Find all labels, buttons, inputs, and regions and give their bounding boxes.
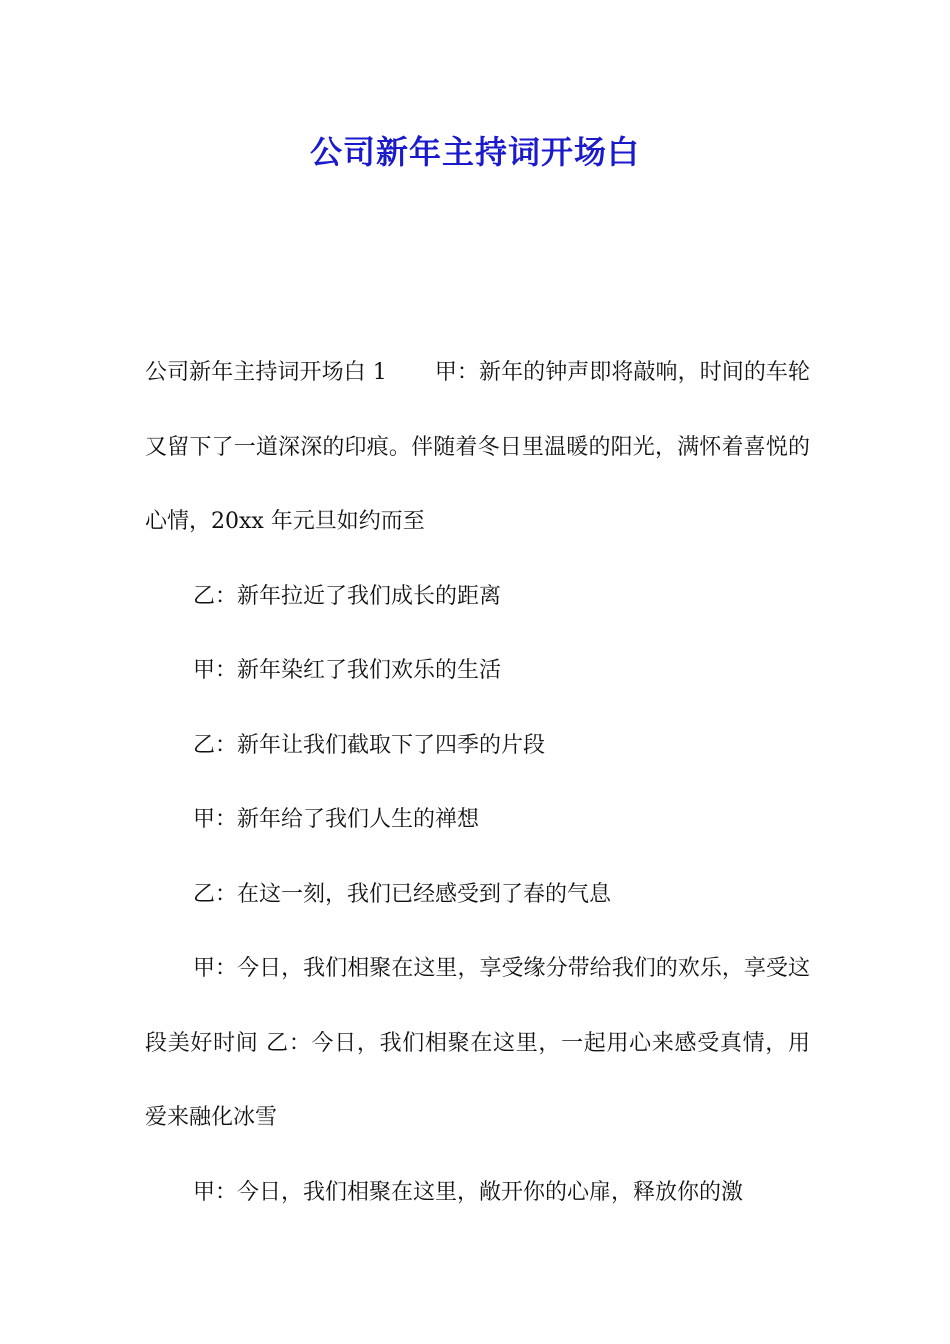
paragraph: 乙：新年拉近了我们成长的距离 <box>193 583 502 609</box>
paragraph: 甲：新年给了我们人生的禅想 <box>193 807 480 832</box>
paragraph-text: 甲：新年的钟声即将敲响，时间的车轮又留下了一道深深的印痕。伴随着冬日里温暖的阳光，满怀着喜悦的心情，20xx 年元旦如约而至 <box>145 360 810 534</box>
paragraph: 甲：今日，我们相聚在这里，敞开你的心扉，释放你的激 <box>193 1179 744 1205</box>
paragraph: 甲：今日，我们相聚在这里，享受缘分带给我们的欢乐，享受这段美好时间 乙：今日，我们相聚在这里，一起用心来感受真情，用爱来融化冰雪 <box>145 956 810 1130</box>
paragraph: 乙：新年让我们截取下了四季的片段 <box>193 732 546 758</box>
paragraph: 甲：新年染红了我们欢乐的生活 <box>193 658 502 683</box>
intro-heading: 公司新年主持词开场白 1 <box>145 360 387 385</box>
paragraph-intro <box>145 336 810 560</box>
document-body <box>145 336 810 1230</box>
document-title: 公司新年主持词开场白 <box>309 133 640 171</box>
paragraph: 乙：在这一刻，我们已经感受到了春的气息 <box>193 881 612 907</box>
